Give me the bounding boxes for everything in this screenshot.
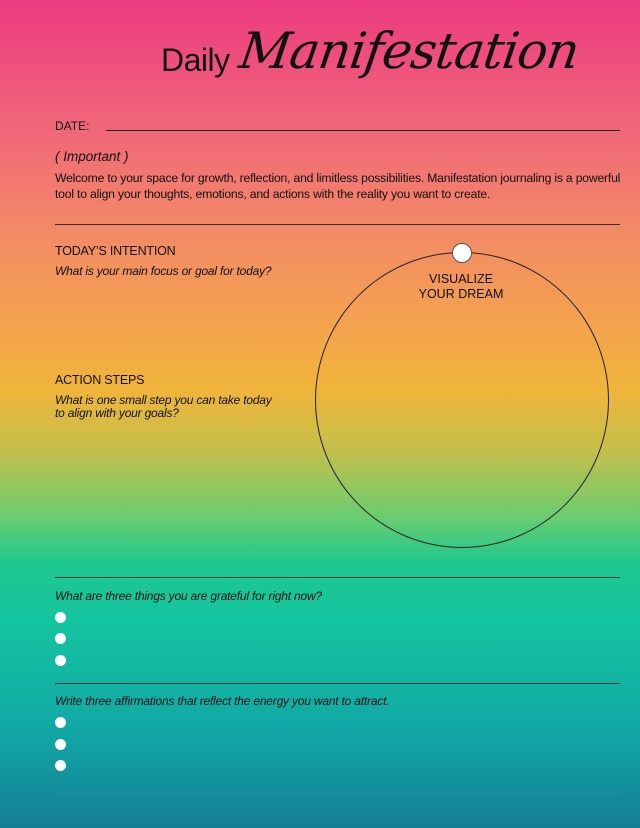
date-line[interactable]	[106, 130, 620, 131]
visualize-label	[405, 272, 517, 302]
circle-dot	[452, 243, 472, 263]
affirmation-bullet-3[interactable]	[55, 760, 66, 771]
date-label: DATE:	[55, 119, 90, 133]
important-note: ( Important )	[55, 149, 129, 164]
grateful-bullet-3[interactable]	[55, 655, 66, 666]
intention-question: What is your main focus or goal for today?	[55, 264, 272, 278]
visualize-line2: YOUR DREAM	[418, 287, 504, 301]
affirmation-bullet-2[interactable]	[55, 739, 66, 750]
divider	[55, 683, 620, 684]
divider	[55, 577, 620, 578]
action-steps-question-line2: to align with your goals?	[55, 406, 179, 420]
intro-paragraph: Welcome to your space for growth, reflection, and limitless possibilities. Manifestation journaling is a powerful tool to align your thoughts, emotions, and actions with the reality you want to create.	[55, 171, 621, 201]
grateful-question: What are three things you are grateful for right now?	[55, 589, 322, 603]
affirmations-question: Write three affirmations that reflect the energy you want to attract.	[55, 694, 390, 708]
intention-heading: TODAY’S INTENTION	[55, 244, 176, 258]
action-steps-question-line1: What is one small step you can take today	[55, 393, 272, 407]
affirmation-bullet-1[interactable]	[55, 717, 66, 728]
visualize-line1: VISUALIZE	[429, 272, 493, 286]
grateful-bullet-1[interactable]	[55, 612, 66, 623]
title-manifestation: Manifestation	[235, 22, 583, 80]
action-steps-heading: ACTION STEPS	[55, 373, 145, 387]
divider	[55, 793, 620, 794]
divider	[55, 224, 620, 225]
title-daily: Daily	[161, 42, 230, 78]
grateful-bullet-2[interactable]	[55, 633, 66, 644]
